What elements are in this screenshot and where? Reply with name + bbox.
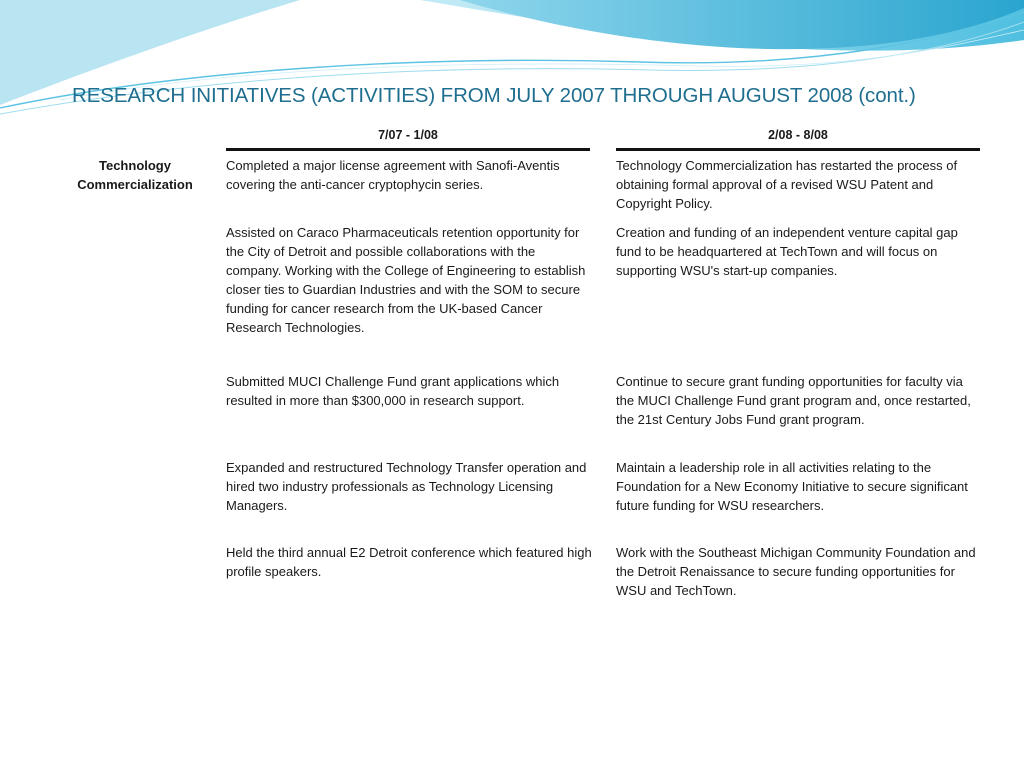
- table-cell-right: Creation and funding of an independent venture capital gap fund to be headquartered at TechTown and will focus on supporting WSU's start-up companies.: [616, 225, 958, 278]
- table-cell-left: Assisted on Caraco Pharmaceuticals retention opportunity for the City of Detroit and possible collaborations with the company. Working with the College of Engineering to establish closer ties to Guardian Industries and with the SOM to secure funding for cancer research from the UK-based Cancer Research Technologies.: [226, 225, 586, 335]
- table-cell-right: Continue to secure grant funding opportunities for faculty via the MUCI Challenge Fund grant program and, once restarted, the 21st Century Jobs Fund grant program.: [616, 374, 971, 427]
- table-cell-right: Maintain a leadership role in all activities relating to the Foundation for a New Economy Initiative to secure significant future funding for WSU researchers.: [616, 460, 968, 513]
- column-divider-rule: [616, 148, 980, 151]
- column-header-period-2: 2/08 - 8/08: [768, 128, 828, 142]
- table-cell-right: Work with the Southeast Michigan Community Foundation and the Detroit Renaissance to secure funding opportunities for WSU and TechTown.: [616, 545, 976, 598]
- column-divider-rule: [226, 148, 590, 151]
- column-header-period-1: 7/07 - 1/08: [378, 128, 438, 142]
- table-cell-right: Technology Commercialization has restarted the process of obtaining formal approval of a revised WSU Patent and Copyright Policy.: [616, 158, 958, 211]
- table-cell-left: Held the third annual E2 Detroit conference which featured high profile speakers.: [226, 545, 592, 579]
- header-wave-decoration: [0, 0, 1024, 130]
- table-cell-left: Expanded and restructured Technology Transfer operation and hired two industry professionals as Technology Licensing Managers.: [226, 460, 587, 513]
- table-cell-left: Completed a major license agreement with Sanofi-Aventis covering the anti-cancer cryptophycin series.: [226, 158, 560, 192]
- table-cell-left: Submitted MUCI Challenge Fund grant applications which resulted in more than $300,000 in research support.: [226, 374, 560, 408]
- row-label: Technology Commercialization: [77, 158, 193, 192]
- slide-title: RESEARCH INITIATIVES (ACTIVITIES) FROM JULY 2007 THROUGH AUGUST 2008 (cont.): [72, 84, 916, 107]
